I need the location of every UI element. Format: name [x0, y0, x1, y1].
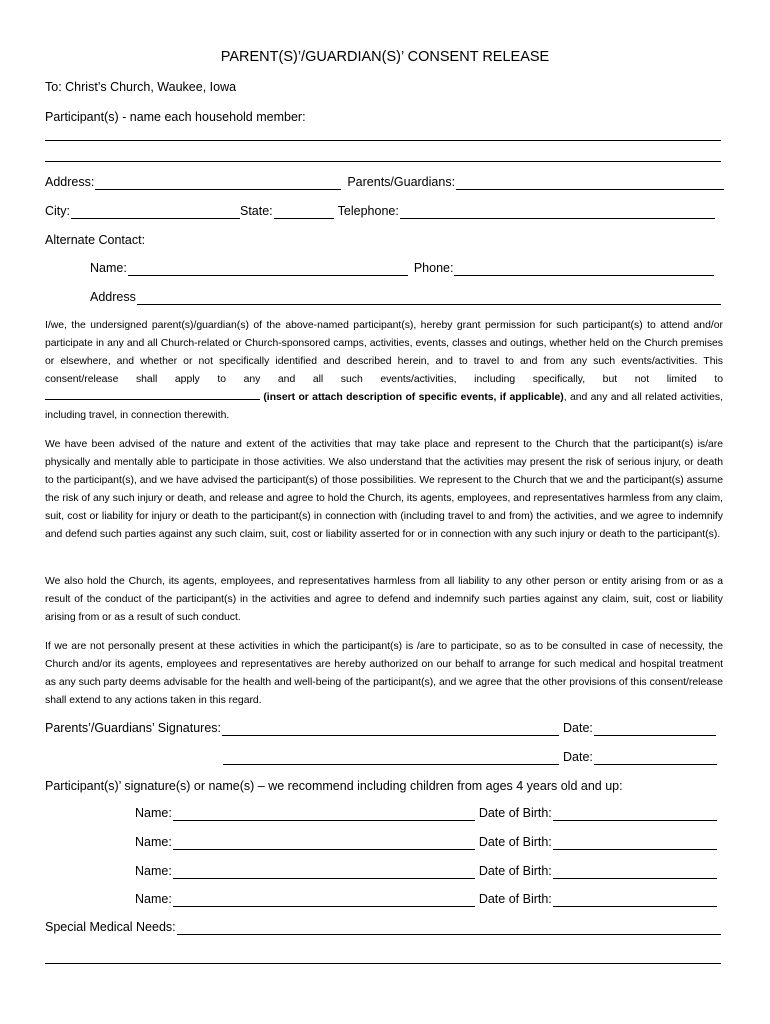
participant-name-label: Name: — [135, 892, 172, 906]
participant-name-field[interactable] — [173, 895, 475, 907]
signatures-label: Parents’/Guardians’ Signatures: — [45, 721, 222, 735]
participant-row — [135, 864, 717, 879]
alt-name-field[interactable] — [128, 264, 408, 276]
city-state-phone-row — [45, 204, 715, 219]
alt-address-label: Address — [90, 290, 136, 304]
state-field[interactable] — [274, 207, 334, 219]
signature-row-2 — [222, 750, 717, 765]
alt-name-phone-row — [90, 261, 714, 276]
address-row — [45, 175, 724, 190]
form-title: PARENT(S)’/GUARDIAN(S)’ CONSENT RELEASE — [220, 49, 550, 65]
participant-name-label: Name: — [135, 864, 172, 878]
address-field[interactable] — [95, 178, 341, 190]
dob-field[interactable] — [553, 809, 717, 821]
participant-name-label: Name: — [135, 806, 172, 820]
alt-address-row — [90, 290, 721, 305]
participant-row — [135, 892, 717, 907]
telephone-field[interactable] — [400, 207, 715, 219]
parents-guardians-label: Parents/Guardians: — [347, 175, 456, 189]
medical-needs-label: Special Medical Needs: — [45, 920, 176, 934]
guardian-signature-2-field[interactable] — [223, 753, 559, 765]
permission-paragraph — [45, 317, 723, 426]
alt-name-label: Name: — [90, 261, 127, 275]
medical-needs-row — [45, 920, 721, 935]
specific-events-instruction: (insert or attach description of specific events, if applicable) — [263, 392, 564, 404]
participants-label: Participant(s) - name each household member: — [45, 110, 306, 124]
city-label: City: — [45, 204, 70, 218]
dob-field[interactable] — [553, 895, 717, 907]
medical-needs-line-2[interactable] — [45, 963, 721, 964]
medical-authorization-paragraph: If we are not personally present at these activities in which the participant(s) is /are to participate, so as to be consulted in case of necessity, the Church and/or its agents, employees and representatives are hereby authorized on our behalf to arrange for such medical and hospital treatment as any such party deems advisable for the health and well-being of the participant(s), and we agree that the other provisions of this consent/release shall extend to any actions taken in this regard. — [45, 641, 723, 707]
dob-label: Date of Birth: — [478, 835, 552, 849]
dob-field[interactable] — [553, 838, 717, 850]
participant-signature-label: Participant(s)’ signature(s) or name(s) – we recommend including children from ages 4 years old and up: — [45, 779, 623, 793]
participant-name-label: Name: — [135, 835, 172, 849]
recipient-line: To: Christ’s Church, Waukee, Iowa — [45, 80, 237, 94]
participant-row — [135, 806, 717, 821]
signature-2-date-label: Date: — [563, 750, 593, 764]
signature-2-date-field[interactable] — [594, 753, 717, 765]
city-field[interactable] — [71, 207, 240, 219]
signature-row-1 — [45, 721, 716, 736]
dob-label: Date of Birth: — [478, 806, 552, 820]
alt-phone-label: Phone: — [413, 261, 454, 275]
dob-label: Date of Birth: — [478, 892, 552, 906]
dob-label: Date of Birth: — [478, 864, 552, 878]
alternate-contact-label: Alternate Contact: — [45, 233, 146, 247]
signature-1-date-field[interactable] — [594, 724, 716, 736]
alt-phone-field[interactable] — [454, 264, 714, 276]
participant-name-line-2[interactable] — [45, 161, 721, 162]
parents-guardians-field[interactable] — [456, 178, 724, 190]
permission-text-end: , and any and all related activities, including travel, in connection therewith. — [45, 392, 723, 422]
medical-needs-field[interactable] — [177, 923, 721, 935]
state-label: State: — [240, 204, 273, 218]
participant-name-field[interactable] — [173, 838, 475, 850]
guardian-signature-1-field[interactable] — [222, 724, 559, 736]
telephone-label: Telephone: — [337, 204, 399, 218]
participant-name-field[interactable] — [173, 809, 475, 821]
permission-text-start: I/we, the undersigned parent(s)/guardian(s) of the above-named participant(s), hereby grant permission for such participant(s) to attend and/or participate in any and all Church-related or Church-sponsored camps, activities, events, classes and outings, whether held on the Church premises or elsewhere, and whether or not specifically identified and described herein, and to travel to and from any such events/activities. This consent/release shall apply to any and all such events/activities, including specifically, but not limited to — [45, 320, 723, 386]
liability-paragraph: We also hold the Church, its agents, employees, and representatives harmless from all liability to any other person or entity arising from or as a result of the conduct of the participant(s) in the activities and agree to defend and indemnify such parties against any claim, suit, cost or liability arising from or as a result of such conduct. — [45, 576, 723, 624]
participant-row — [135, 835, 717, 850]
specific-events-field[interactable] — [45, 390, 260, 400]
alt-address-field[interactable] — [137, 293, 721, 305]
risk-paragraph: We have been advised of the nature and extent of the activities that may take place and represent to the Church that the participant(s) is/are physically and mentally able to participate in those activities. We also understand that the activities may present the risk of serious injury, or death to the participant(s), and we have advised the participant(s) of those possibilities. We represent to the Church that we and the participant(s) assume the risk of any such injury or death, and release and agree to hold the Church, its agents, employees, and representatives harmless from any claim, suit, cost or liability for injury or death to the participant(s) in connection with (including travel to and from) the activities, and we agree to indemnify and defend such parties against any such claim, suit, cost or liability asserted for or in connection with any such injury or death to the participant(s). — [45, 439, 723, 541]
participant-name-line-1[interactable] — [45, 140, 721, 141]
participant-name-field[interactable] — [173, 867, 475, 879]
signature-1-date-label: Date: — [563, 721, 593, 735]
dob-field[interactable] — [553, 867, 717, 879]
address-label: Address: — [45, 175, 95, 189]
